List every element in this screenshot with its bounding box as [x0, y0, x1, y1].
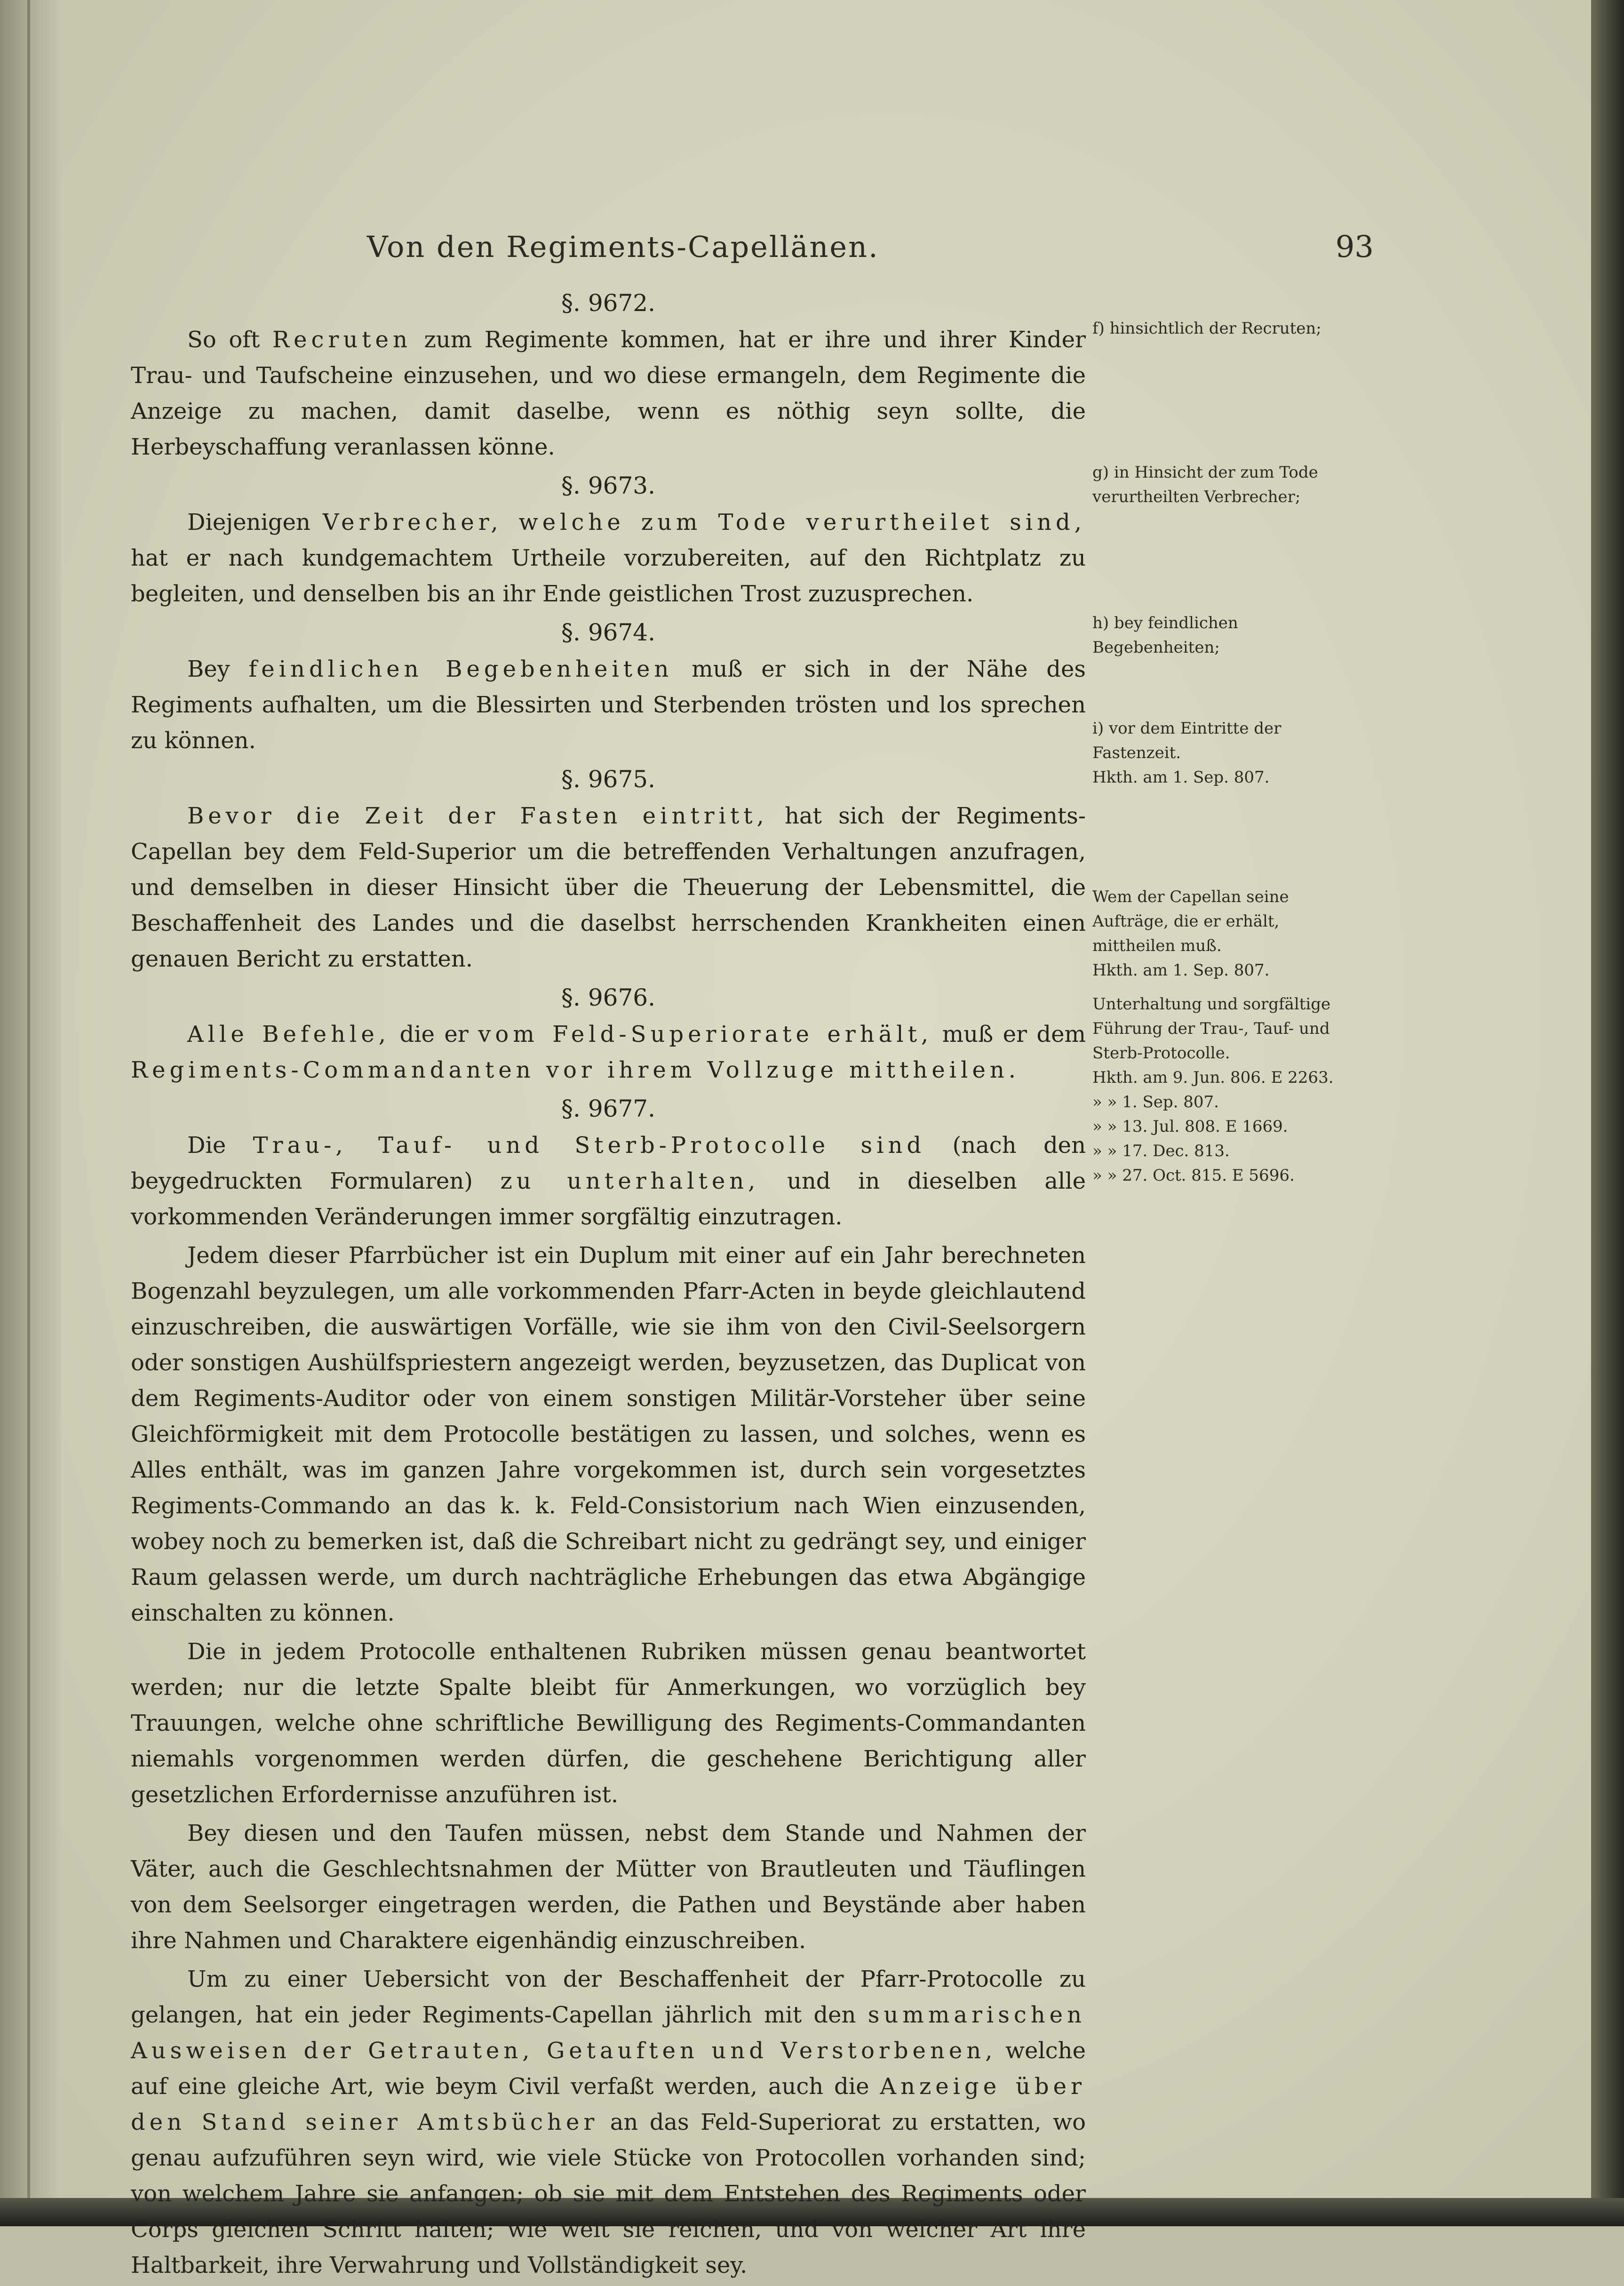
section-number: §. 9673.	[561, 472, 655, 499]
text-run: muß er sich in der Nähe des Regiments aufhalten, um die Blessirten und Sterbenden trösten und los sprechen zu können.	[131, 656, 1086, 754]
paragraph	[131, 1961, 1086, 2283]
spaced-emphasis-text: vom Feld-Superiorate erhält,	[478, 1021, 933, 1047]
spaced-emphasis-text: Anzeige über den Stand seiner Amtsbücher	[131, 2073, 1086, 2135]
text-run: Jedem dieser Pfarrbücher ist ein Duplum mit einer auf ein Jahr berechneten Bogenzahl beyzulegen, um alle vorkommenden Pfarr-Acten in beyde gleichlautend einzuschreiben, die auswärtigen Vorfälle, wie sie ihm von den Civil-Seelsorgern oder sonstigen Aushülfspriestern angezeigt werden, beyzusetzen, das Duplicat von dem Regiments-Auditor oder von einem sonstigen Militär-Vorsteher über seine Gleichförmigkeit mit dem Protocolle bestätigen zu lassen, und solches, wenn es Alles enthält, was im ganzen Jahre vorgekommen ist, durch sein vorgesetztes Regiments-Commando an das k. k. Feld-Consistorium nach Wien einzusenden, wobey noch zu bemerken ist, daß die Schreibart nicht zu gedrängt sey, und einiger Raum gelassen werde, um durch nachträgliche Erhebungen das etwa Abgängige einschalten zu können.	[131, 1242, 1086, 1626]
spaced-emphasis-text: Bevor die Zeit der Fasten eintritt,	[187, 803, 768, 829]
text-run: Diejenigen	[187, 509, 323, 536]
paragraph	[131, 1238, 1086, 1631]
margin-note: f) hinsichtlich der Recruten;	[1092, 319, 1321, 338]
section-number: §. 9676.	[561, 984, 655, 1011]
spaced-emphasis-text: Regiments-Commandanten vor ihrem Vollzuge mittheilen.	[131, 1057, 1020, 1083]
text-run: Die	[187, 1132, 253, 1159]
text-run: hat sich der Regiments-Capellan bey dem Feld-Superior um die betreffenden Verhaltungen anzufragen, und demselben in dieser Hinsicht über die Theuerung der Lebensmittel, die Beschaffenheit des Landes und die daselbst herrschenden Krankheiten einen genauen Bericht zu erstatten.	[131, 803, 1086, 972]
paragraph	[131, 1815, 1086, 1958]
paragraph	[131, 798, 1086, 977]
margin-note: Unterhaltung und sorgfältige Führung der Trau-, Tauf- und Sterb-Protocolle. Hkth. am 9. Jun. 806. E 2263. » » 1. Sep. 807. » » 13. Jul. 808. E 1669. » » 17. Dec. 813. » » 27. Oct. 815. E 5696.	[1092, 995, 1334, 1185]
text-run: Bey	[187, 656, 249, 682]
text-run: Bey diesen und den Taufen müssen, nebst dem Stande und Nahmen der Väter, auch die Geschlechtsnahmen der Mütter von Brautleuten und Täuflingen von dem Seelsorger eingetragen werden, die Pathen und Beystände aber haben ihre Nahmen und Charaktere eigenhändig einzuschreiben.	[131, 1820, 1086, 1954]
book-binding-shadow	[0, 0, 61, 2226]
paragraph	[131, 1634, 1086, 1813]
text-run: muß er dem	[932, 1021, 1086, 1047]
text-run: Die in jedem Protocolle enthaltenen Rubriken müssen genau beantwortet werden; nur die letzte Spalte bleibt für Anmerkungen, wo vorzüglich bey Trauungen, welche ohne schriftliche Bewilligung des Regiments-Commandanten niemahls vorgenommen werden dürfen, die geschehene Berichtigung aller gesetzlichen Erfordernisse anzuführen ist.	[131, 1639, 1086, 1808]
page-header	[367, 230, 1374, 272]
paragraph	[131, 322, 1086, 465]
text-run: So oft	[187, 327, 272, 353]
spaced-emphasis-text: Alle Befehle,	[187, 1021, 390, 1047]
spaced-emphasis-text: Recruten	[272, 327, 412, 353]
text-run: (nach den beygedruckten Formularen)	[131, 1132, 1086, 1194]
page-edge-right	[1591, 0, 1624, 2226]
spaced-emphasis-text: Verbrecher, welche zum Tode verurtheilet sind,	[322, 509, 1086, 536]
text-run: welche auf eine gleiche Art, wie beym Civil verfaßt werden, auch die	[131, 2038, 1086, 2100]
margin-note: g) in Hinsicht der zum Tode verurtheilten Verbrecher;	[1092, 463, 1318, 506]
paragraph	[131, 1016, 1086, 1088]
margin-note: i) vor dem Eintritte der Fastenzeit. Hkth. am 1. Sep. 807.	[1092, 719, 1282, 787]
margin-note: Wem der Capellan seine Aufträge, die er erhält, mittheilen muß. Hkth. am 1. Sep. 807.	[1092, 887, 1289, 980]
running-title: Von den Regiments-Capellänen.	[367, 230, 879, 264]
section-number: §. 9677.	[561, 1095, 655, 1122]
paragraph	[131, 1127, 1086, 1235]
main-text-column	[131, 282, 1086, 2286]
spaced-emphasis-text: zu unterhalten,	[500, 1168, 760, 1194]
text-run: hat er nach kundgemachtem Urtheile vorzubereiten, auf den Richtplatz zu begleiten, und denselben bis an ihr Ende geistlichen Trost zuzusprechen.	[131, 545, 1086, 607]
spaced-emphasis-text: summarischen Ausweisen der Getrauten, Getauften und Verstorbenen,	[131, 2002, 1086, 2064]
text-run: an das Feld-Superiorat zu erstatten, wo genau aufzuführen seyn wird, wie viele Stücke von Protocollen vorhanden sind; von welchem Jahre sie anfangen; ob sie mit dem Entstehen des Regiments oder Corps gleichen Schritt halten; wie weit sie reichen, und von welcher Art ihre Haltbarkeit, ihre Verwahrung und Vollständigkeit sey.	[131, 2109, 1086, 2278]
text-run: Um zu einer Uebersicht von der Beschaffenheit der Pfarr-Protocolle zu gelangen, hat ein jeder Regiments-Capellan jährlich mit den	[131, 1966, 1086, 2028]
gutter-line	[27, 0, 30, 2226]
section-number: §. 9674.	[561, 619, 655, 646]
section-number: §. 9675.	[561, 766, 655, 793]
text-run: zum Regimente kommen, hat er ihre und ihrer Kinder Trau- und Taufscheine einzusehen, und wo diese ermangeln, dem Regimente die Anzeige zu machen, damit daselbe, wenn es nöthig seyn sollte, die Herbeyschaffung veranlassen könne.	[131, 327, 1086, 460]
section-number: §. 9672.	[561, 289, 655, 317]
page-number: 93	[1335, 230, 1374, 264]
spaced-emphasis-text: Trau-, Tauf- und Sterb-Protocolle sind	[253, 1132, 926, 1159]
margin-note: h) bey feindlichen Begebenheiten;	[1092, 614, 1238, 657]
paragraph	[131, 504, 1086, 612]
paragraph	[131, 651, 1086, 759]
text-run: und in dieselben alle vorkommenden Veränderungen immer sorgfältig einzutragen.	[131, 1168, 1086, 1230]
text-run: die er	[390, 1021, 478, 1047]
spaced-emphasis-text: feindlichen Begebenheiten	[248, 656, 673, 682]
